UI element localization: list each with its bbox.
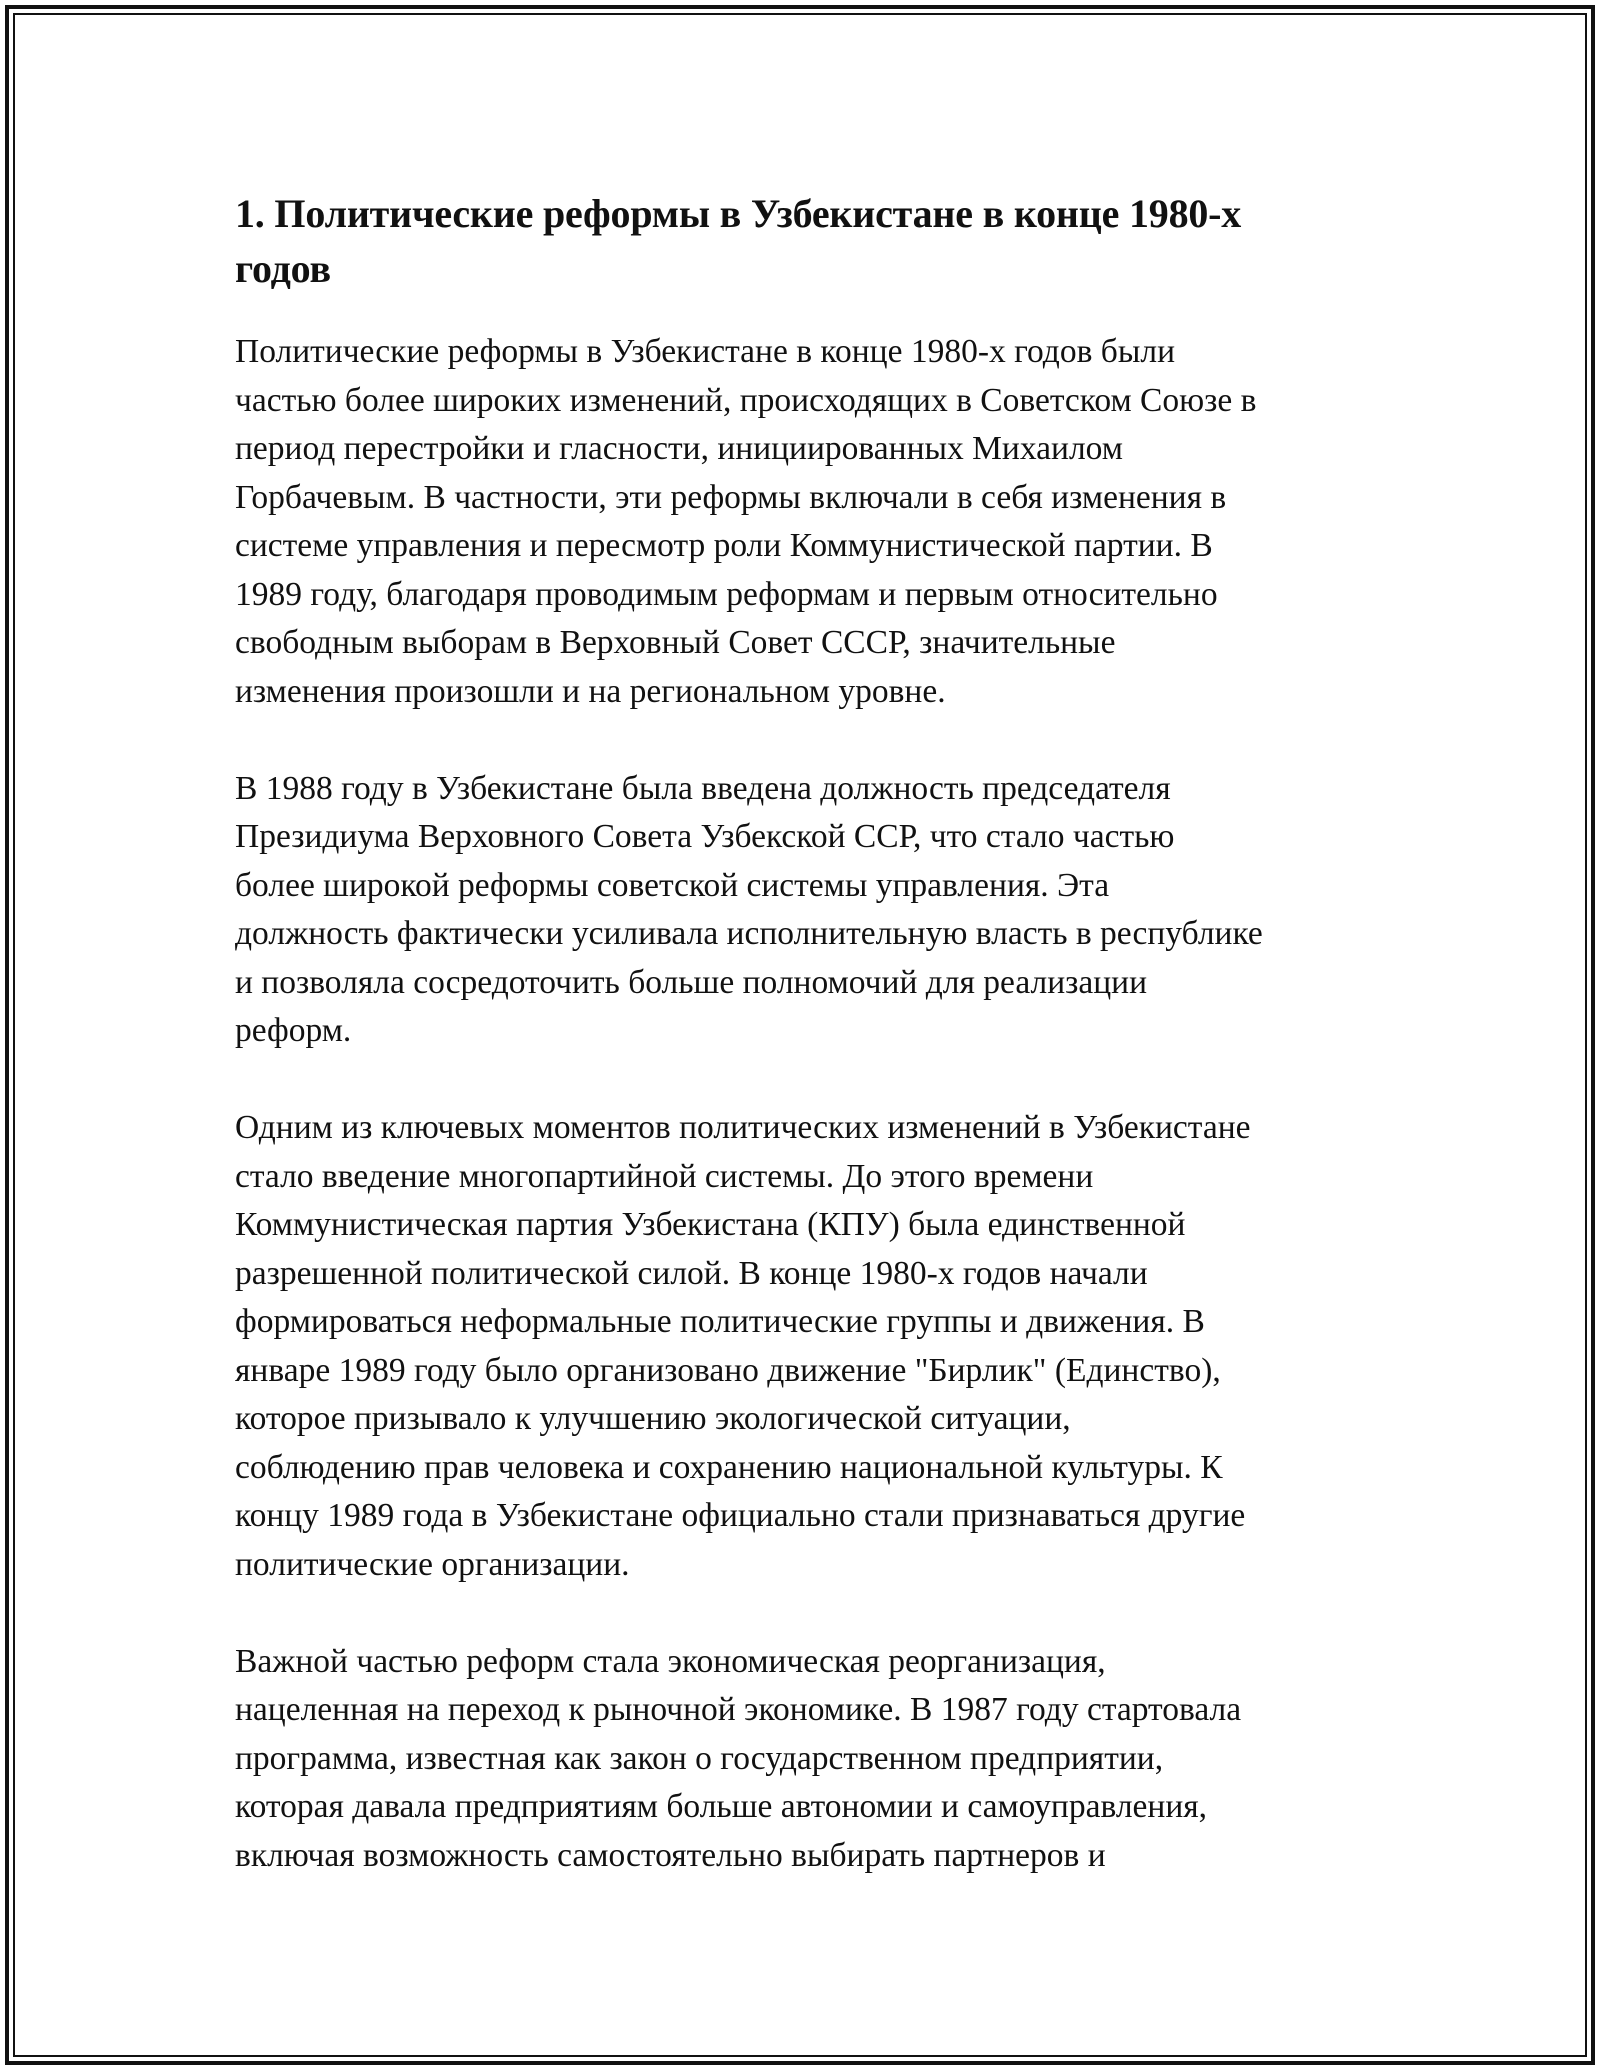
paragraph-2 xyxy=(235,765,1365,1056)
text-line: которое призывало к улучшению экологической ситуации, xyxy=(235,1400,1071,1437)
title-line: годов xyxy=(235,246,331,291)
text-line: Коммунистическая партия Узбекистана (КПУ) была единственной xyxy=(235,1206,1186,1243)
text-line: нацеленная на переход к рыночной экономике. В 1987 году стартовала xyxy=(235,1691,1242,1728)
title-line: 1. Политические реформы в Узбекистане в конце 1980-х xyxy=(235,191,1242,236)
text-line: системе управления и пересмотр роли Коммунистической партии. В xyxy=(235,527,1213,564)
text-line: Одним из ключевых моментов политических изменений в Узбекистане xyxy=(235,1109,1251,1146)
text-line: частью более широких изменений, происходящих в Советском Союзе в xyxy=(235,381,1257,419)
text-line: период перестройки и гласности, инициированных Михаилом xyxy=(235,430,1123,467)
text-line: В 1988 году в Узбекистане была введена должность председателя xyxy=(235,769,1171,807)
text-line: Президиума Верховного Совета Узбекской ССР, что стало частью xyxy=(235,818,1175,855)
text-line: концу 1989 года в Узбекистане официально стали признаваться другие xyxy=(235,1497,1246,1534)
paragraph-4 xyxy=(235,1638,1365,1881)
text-line: более широкой реформы советской системы управления. Эта xyxy=(235,866,1110,904)
text-line: стало введение многопартийной системы. До этого времени xyxy=(235,1157,1094,1195)
text-line: формироваться неформальные политические группы и движения. В xyxy=(235,1303,1205,1340)
document-title xyxy=(235,186,1365,296)
text-line: Политические реформы в Узбекистане в конце 1980-х годов были xyxy=(235,333,1175,370)
text-line: должность фактически усиливала исполнительную власть в республике xyxy=(235,915,1263,952)
text-line: Важной частью реформ стала экономическая реорганизация, xyxy=(235,1642,1106,1680)
text-line: программа, известная как закон о государственном предприятии, xyxy=(235,1739,1164,1777)
document-body xyxy=(235,186,1365,1929)
text-line: свободным выборам в Верховный Совет СССР, значительные xyxy=(235,624,1116,661)
text-line: реформ. xyxy=(235,1012,352,1049)
text-line: 1989 году, благодаря проводимым реформам и первым относительно xyxy=(235,575,1218,613)
paragraph-3 xyxy=(235,1104,1365,1589)
text-line: и позволяла сосредоточить больше полномочий для реализации xyxy=(235,963,1148,1001)
text-line: разрешенной политической силой. В конце 1980-х годов начали xyxy=(235,1254,1148,1292)
text-line: Горбачевым. В частности, эти реформы включали в себя изменения в xyxy=(235,478,1227,516)
text-line: январе 1989 году было организовано движение "Бирлик" (Единство), xyxy=(235,1351,1221,1389)
text-line: изменения произошли и на региональном уровне. xyxy=(235,672,946,710)
paragraph-1 xyxy=(235,328,1365,716)
text-line: включая возможность самостоятельно выбирать партнеров и xyxy=(235,1836,1106,1874)
text-line: политические организации. xyxy=(235,1545,630,1583)
text-line: соблюдению прав человека и сохранению национальной культуры. К xyxy=(235,1448,1223,1486)
text-line: которая давала предприятиям больше автономии и самоуправления, xyxy=(235,1788,1208,1825)
